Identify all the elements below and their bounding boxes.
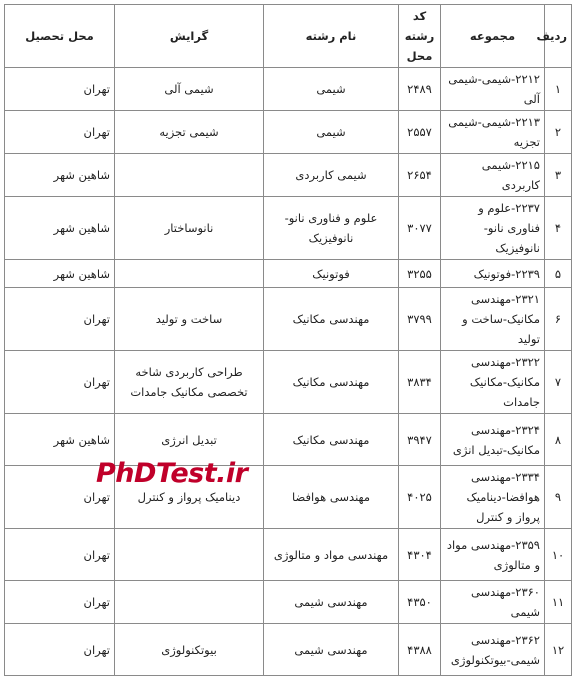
- cell-group: ۲۳۶۲-مهندسی شیمی-بیوتکنولوژی: [441, 624, 545, 676]
- cell-code: ۴۰۲۵: [399, 466, 441, 529]
- cell-location: تهران: [5, 288, 115, 351]
- cell-group: ۲۲۳۹-فوتونیک: [441, 260, 545, 288]
- watermark-logo: PhDTest.ir: [96, 458, 248, 489]
- cell-group: ۲۲۳۷-علوم و فناوری نانو-نانوفیزیک: [441, 197, 545, 260]
- header-location: محل تحصیل: [5, 5, 115, 68]
- table-row: [5, 68, 572, 111]
- cell-location: تهران: [5, 351, 115, 414]
- cell-orientation: نانوساختار: [115, 197, 264, 260]
- cell-group: ۲۳۵۹-مهندسی مواد و متالوژی: [441, 529, 545, 581]
- table-row: [5, 351, 572, 414]
- table-row: [5, 466, 572, 529]
- cell-orientation: طراحی کاربردی شاخه تخصصی مکانیک جامدات: [115, 351, 264, 414]
- cell-row-number: ۱۲: [545, 624, 572, 676]
- header-code: کد رشته محل: [399, 5, 441, 68]
- table-row: [5, 529, 572, 581]
- cell-row-number: ۲: [545, 111, 572, 154]
- cell-orientation: [115, 581, 264, 624]
- header-row: [5, 5, 572, 68]
- cell-row-number: ۸: [545, 414, 572, 466]
- cell-orientation: [115, 529, 264, 581]
- table-row: [5, 288, 572, 351]
- cell-location: تهران: [5, 466, 115, 529]
- cell-group: ۲۲۱۳-شیمی-شیمی تجزیه: [441, 111, 545, 154]
- majors-table: [4, 4, 572, 676]
- table-row: [5, 414, 572, 466]
- header-orientation: گرایش: [115, 5, 264, 68]
- cell-location: تهران: [5, 624, 115, 676]
- cell-row-number: ۴: [545, 197, 572, 260]
- cell-major: مهندسی شیمی: [264, 624, 399, 676]
- cell-major: مهندسی مکانیک: [264, 351, 399, 414]
- cell-orientation: شیمی تجزیه: [115, 111, 264, 154]
- cell-orientation: بیوتکنولوژی: [115, 624, 264, 676]
- cell-orientation: [115, 260, 264, 288]
- cell-orientation: ساخت و تولید: [115, 288, 264, 351]
- cell-code: ۴۳۰۴: [399, 529, 441, 581]
- table-body: [5, 68, 572, 676]
- cell-major: مهندسی مکانیک: [264, 288, 399, 351]
- cell-code: ۲۵۵۷: [399, 111, 441, 154]
- cell-group: ۲۳۲۱-مهندسی مکانیک-ساخت و تولید: [441, 288, 545, 351]
- cell-orientation: شیمی آلی: [115, 68, 264, 111]
- cell-major: مهندسی مواد و متالوژی: [264, 529, 399, 581]
- table-row: [5, 624, 572, 676]
- cell-code: ۳۰۷۷: [399, 197, 441, 260]
- cell-major: شیمی: [264, 111, 399, 154]
- header-major: نام رشته: [264, 5, 399, 68]
- header-group: مجموعه: [441, 5, 545, 68]
- cell-row-number: ۳: [545, 154, 572, 197]
- cell-location: شاهین شهر: [5, 414, 115, 466]
- cell-major: مهندسی شیمی: [264, 581, 399, 624]
- table-row: [5, 581, 572, 624]
- cell-location: شاهین شهر: [5, 154, 115, 197]
- cell-code: ۲۴۸۹: [399, 68, 441, 111]
- cell-location: تهران: [5, 68, 115, 111]
- cell-orientation: تبدیل انرژی: [115, 414, 264, 466]
- table-row: [5, 197, 572, 260]
- cell-orientation: دینامیک پرواز و کنترل: [115, 466, 264, 529]
- cell-group: ۲۳۳۴-مهندسی هوافضا-دینامیک پرواز و کنترل: [441, 466, 545, 529]
- cell-code: ۴۳۸۸: [399, 624, 441, 676]
- cell-location: تهران: [5, 529, 115, 581]
- cell-group: ۲۲۱۵-شیمی کاربردی: [441, 154, 545, 197]
- cell-row-number: ۵: [545, 260, 572, 288]
- cell-orientation: [115, 154, 264, 197]
- cell-major: مهندسی هوافضا: [264, 466, 399, 529]
- cell-group: ۲۲۱۲-شیمی-شیمی آلی: [441, 68, 545, 111]
- cell-row-number: ۷: [545, 351, 572, 414]
- cell-code: ۳۷۹۹: [399, 288, 441, 351]
- cell-location: تهران: [5, 111, 115, 154]
- cell-location: شاهین شهر: [5, 260, 115, 288]
- cell-code: ۳۹۴۷: [399, 414, 441, 466]
- cell-code: ۴۳۵۰: [399, 581, 441, 624]
- cell-group: ۲۳۲۲-مهندسی مکانیک-مکانیک جامدات: [441, 351, 545, 414]
- cell-major: مهندسی مکانیک: [264, 414, 399, 466]
- cell-code: ۳۸۳۴: [399, 351, 441, 414]
- cell-group: ۲۳۲۴-مهندسی مکانیک-تبدیل انژی: [441, 414, 545, 466]
- table-row: [5, 111, 572, 154]
- cell-row-number: ۶: [545, 288, 572, 351]
- cell-location: شاهین شهر: [5, 197, 115, 260]
- cell-location: تهران: [5, 581, 115, 624]
- cell-row-number: ۱۱: [545, 581, 572, 624]
- cell-row-number: ۹: [545, 466, 572, 529]
- cell-major: شیمی: [264, 68, 399, 111]
- table-row: [5, 260, 572, 288]
- cell-major: علوم و فناوری نانو-نانوفیزیک: [264, 197, 399, 260]
- cell-major: شیمی کاربردی: [264, 154, 399, 197]
- cell-row-number: ۱۰: [545, 529, 572, 581]
- cell-code: ۲۶۵۴: [399, 154, 441, 197]
- header-row-number: ردیف: [545, 5, 572, 68]
- cell-group: ۲۳۶۰-مهندسی شیمی: [441, 581, 545, 624]
- cell-code: ۳۲۵۵: [399, 260, 441, 288]
- table-row: [5, 154, 572, 197]
- cell-row-number: ۱: [545, 68, 572, 111]
- cell-major: فوتونیک: [264, 260, 399, 288]
